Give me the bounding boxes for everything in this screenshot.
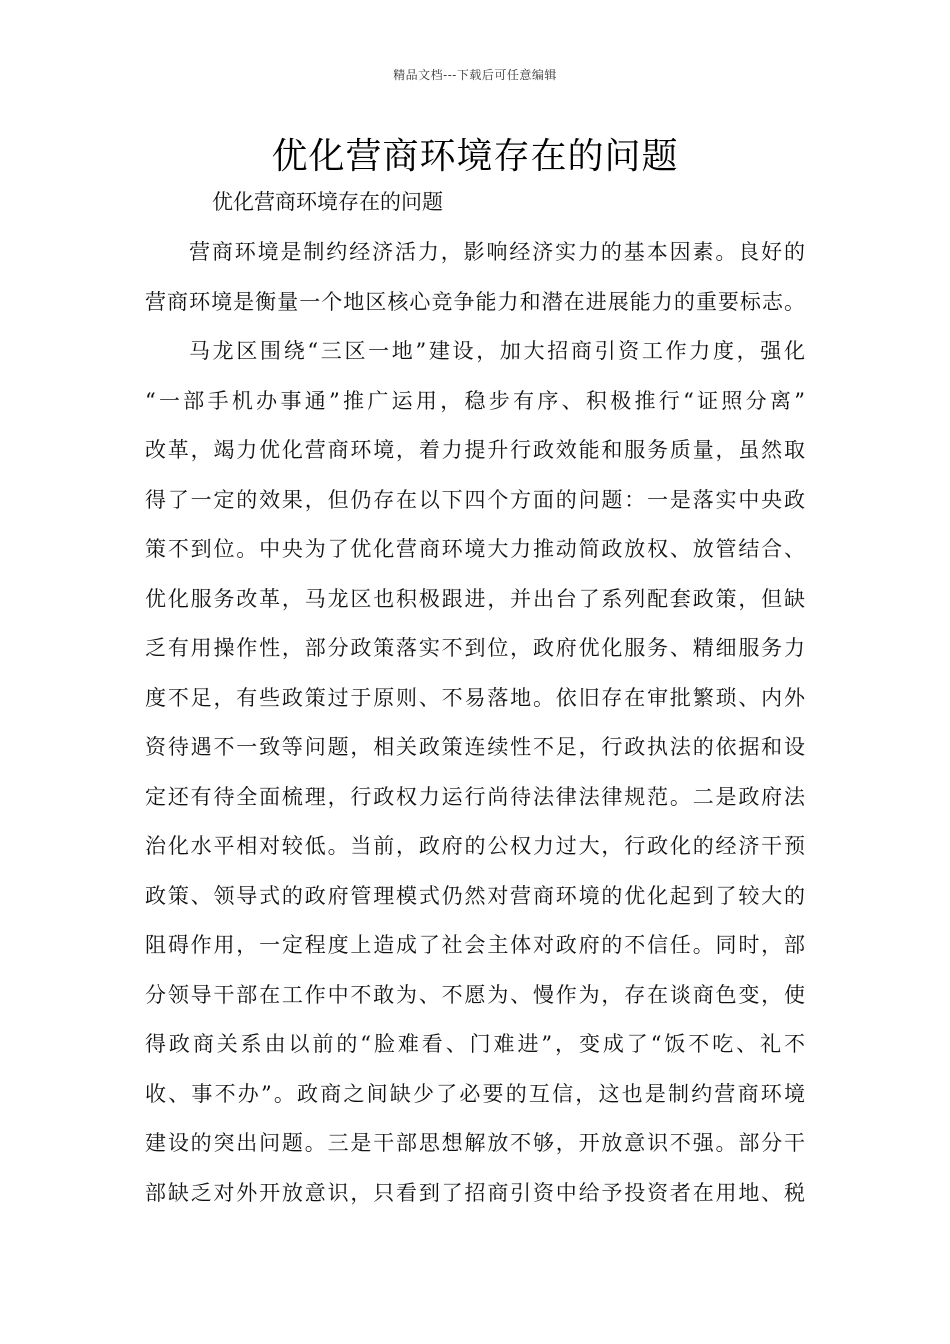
paragraph-line: “一部手机办事通”推广运用，稳步有序、积极推行“证照分离” [145,388,805,413]
paragraph-line: 收、事不办”。政商之间缺少了必要的互信，这也是制约营商环境 [145,1081,805,1106]
document-subtitle: 优化营商环境存在的问题 [212,190,443,214]
paragraph-line: 优化服务改革，马龙区也积极跟进，并出台了系列配套政策，但缺 [145,586,805,611]
paragraph-line: 得了一定的效果，但仍存在以下四个方面的问题：一是落实中央政 [145,487,805,512]
paragraph-line: 营商环境是衡量一个地区核心竞争能力和潜在进展能力的重要标志。 [145,289,805,314]
document-title: 优化营商环境存在的问题 [271,136,679,177]
paragraph-line: 政策、领导式的政府管理模式仍然对营商环境的优化起到了较大的 [145,883,805,908]
paragraph-line: 治化水平相对较低。当前，政府的公权力过大，行政化的经济干预 [145,834,805,858]
paragraph-line: 度不足，有些政策过于原则、不易落地。依旧存在审批繁琐、内外 [145,685,805,710]
paragraph-line: 乏有用操作性，部分政策落实不到位，政府优化服务、精细服务力 [145,636,805,660]
paragraph-line: 马龙区围绕“三区一地”建设，加大招商引资工作力度，强化 [189,339,805,363]
page-header: 精品文档---下载后可任意编辑 [393,68,557,82]
document-body [145,228,805,1218]
paragraph-line: 建设的突出问题。三是干部思想解放不够，开放意识不强。部分干 [145,1131,805,1155]
paragraph-line: 阻碍作用，一定程度上造成了社会主体对政府的不信任。同时，部 [145,933,805,957]
paragraph-line: 部缺乏对外开放意识，只看到了招商引资中给予投资者在用地、税 [145,1180,805,1205]
paragraph-line: 营商环境是制约经济活力，影响经济实力的基本因素。良好的 [189,240,805,264]
paragraph-line: 定还有待全面梳理，行政权力运行尚待法律法律规范。二是政府法 [145,784,805,809]
paragraph-line: 策不到位。中央为了优化营商环境大力推动简政放权、放管结合、 [145,537,805,561]
paragraph-line: 资待遇不一致等问题，相关政策连续性不足，行政执法的依据和设 [145,735,805,759]
paragraph-line: 得政商关系由以前的“脸难看、门难进”，变成了“饭不吃、礼不 [145,1032,805,1056]
paragraph-line: 分领导干部在工作中不敢为、不愿为、慢作为，存在谈商色变，使 [145,982,805,1007]
paragraph-line: 改革，竭力优化营商环境，着力提升行政效能和服务质量，虽然取 [145,438,805,462]
